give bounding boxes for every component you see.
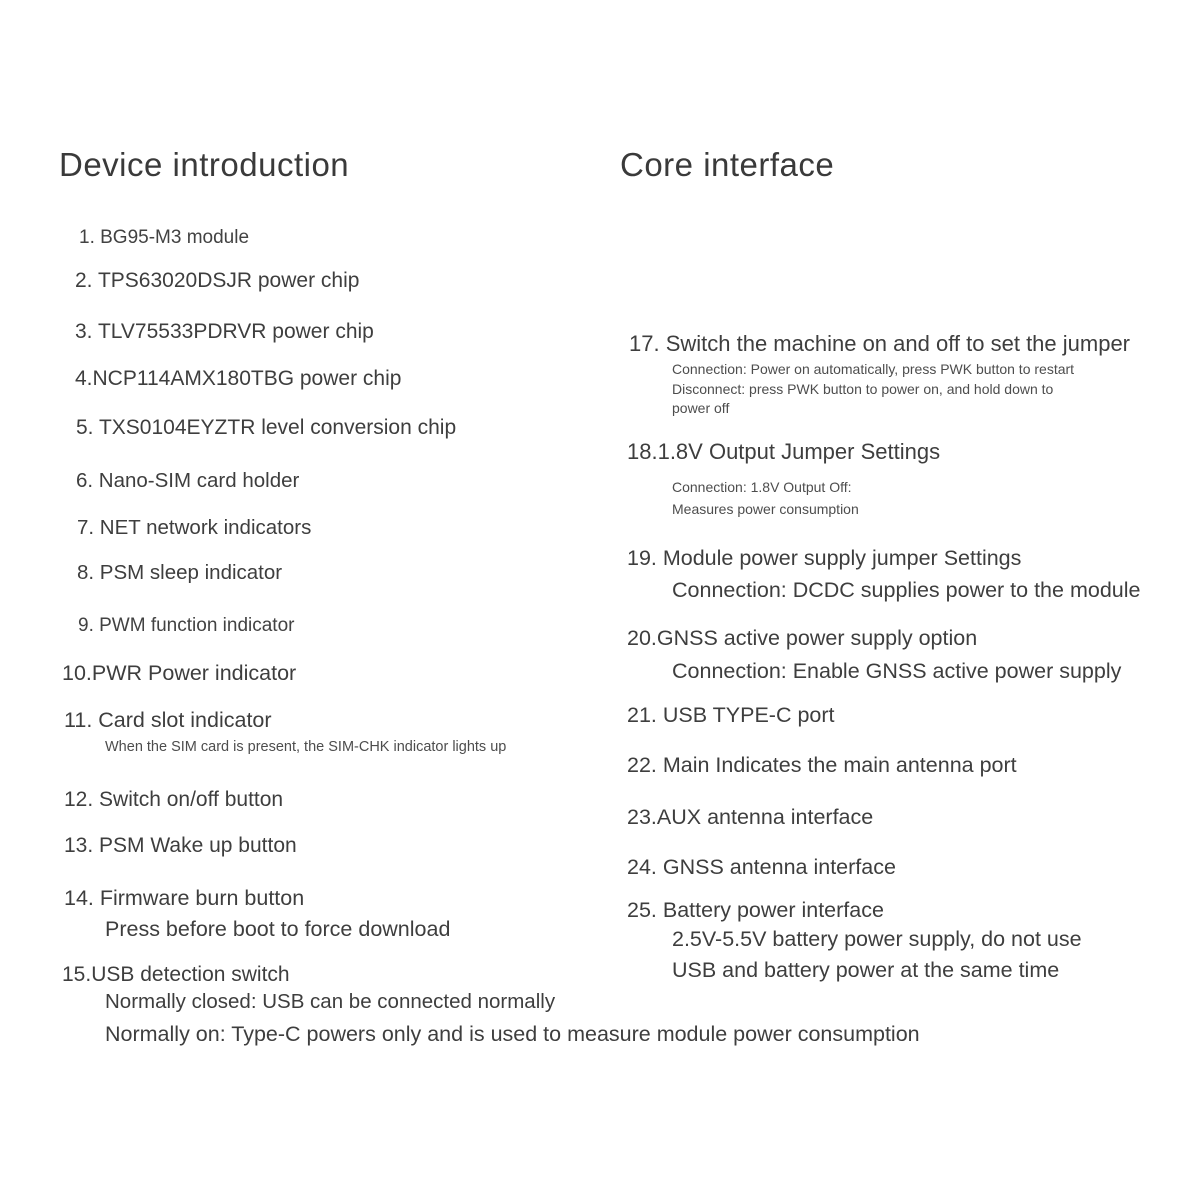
- list-item-14-firmware-burn-button: 14. Firmware burn button: [64, 886, 305, 910]
- list-item-22-main-antenna-port: 22. Main Indicates the main antenna port: [627, 753, 1017, 777]
- list-item-9-pwm-indicator: 9. PWM function indicator: [78, 615, 295, 636]
- device-introduction-title: Device introduction: [59, 146, 350, 183]
- list-item-17-note-line-2: Disconnect: press PWK button to power on, and hold down to: [672, 380, 1054, 397]
- list-item-12-switch-button: 12. Switch on/off button: [64, 788, 284, 811]
- list-item-15-sub-normally-closed: Normally closed: USB can be connected normally: [105, 990, 556, 1013]
- list-item-18-note-line-2: Measures power consumption: [672, 500, 859, 517]
- list-item-11-card-slot-indicator: 11. Card slot indicator: [64, 708, 272, 732]
- list-item-1-bg95-module: 1. BG95-M3 module: [79, 227, 250, 248]
- list-item-25-sub-line-1: 2.5V-5.5V battery power supply, do not use: [672, 927, 1082, 951]
- list-item-19-module-power-jumper: 19. Module power supply jumper Settings: [627, 546, 1022, 570]
- core-interface-title: Core interface: [620, 146, 835, 183]
- list-item-17-note-line-3: power off: [672, 400, 730, 416]
- list-item-18-notes: [672, 477, 859, 520]
- list-item-4-ncp114-chip: 4.NCP114AMX180TBG power chip: [75, 367, 402, 390]
- list-item-8-psm-indicator: 8. PSM sleep indicator: [77, 561, 283, 584]
- list-item-13-psm-wake-button: 13. PSM Wake up button: [64, 834, 297, 857]
- list-item-3-tlv75533-chip: 3. TLV75533PDRVR power chip: [75, 320, 374, 343]
- list-item-25-sub-line-2: USB and battery power at the same time: [672, 958, 1060, 982]
- list-item-21-usb-type-c-port: 21. USB TYPE-C port: [627, 703, 835, 727]
- list-item-15-usb-detection-switch: 15.USB detection switch: [62, 963, 290, 986]
- list-item-20-gnss-power-option: 20.GNSS active power supply option: [627, 626, 978, 650]
- list-item-7-net-indicators: 7. NET network indicators: [77, 516, 312, 539]
- list-item-15-sub-normally-on: Normally on: Type-C powers only and is used to measure module power consumption: [105, 1022, 920, 1046]
- list-item-10-pwr-indicator: 10.PWR Power indicator: [62, 661, 297, 685]
- list-item-23-aux-antenna-interface: 23.AUX antenna interface: [627, 805, 874, 829]
- list-item-17-note-line-1: Connection: Power on automatically, press PWK button to restart: [672, 361, 1075, 377]
- list-item-5-txs0104-chip: 5. TXS0104EYZTR level conversion chip: [76, 416, 457, 439]
- list-item-14-sub: Press before boot to force download: [105, 917, 451, 941]
- list-item-24-gnss-antenna-interface: 24. GNSS antenna interface: [627, 855, 896, 879]
- list-item-17-notes: [672, 360, 1074, 419]
- list-item-17-power-jumper: 17. Switch the machine on and off to set the jumper: [629, 331, 1131, 356]
- list-item-2-tps63020-chip: 2. TPS63020DSJR power chip: [75, 269, 360, 292]
- list-item-11-note: When the SIM card is present, the SIM-CHK indicator lights up: [105, 739, 507, 755]
- list-item-6-nano-sim-holder: 6. Nano-SIM card holder: [76, 469, 300, 492]
- list-item-18-note-line-1: Connection: 1.8V Output Off:: [672, 479, 852, 495]
- list-item-18-1v8-jumper: 18.1.8V Output Jumper Settings: [627, 439, 941, 464]
- list-item-25-battery-power-interface: 25. Battery power interface: [627, 898, 884, 922]
- list-item-19-sub: Connection: DCDC supplies power to the module: [672, 578, 1141, 602]
- list-item-20-sub: Connection: Enable GNSS active power supply: [672, 659, 1122, 683]
